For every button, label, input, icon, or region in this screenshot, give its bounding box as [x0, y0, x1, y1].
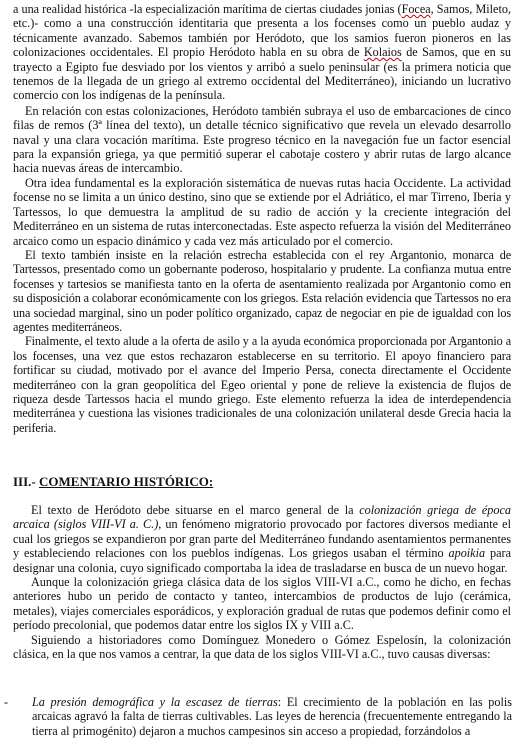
paragraph-3: Otra idea fundamental es la exploración sistemática de nuevas rutas hacia Occidente. La actividad focense no se limita a un único destino, sino que se extiende por el Adriático, el mar Tirreno, Iberia y Tartessos, lo que demuestra la amplitud de su radio de acción y la creciente integración del Mediterráneo en un sistema de rutas interconectadas. Este aspecto refuerza la visión del Mediterráneo arcaico como un espacio dinámico y cada vez más articulado por el comercio.	[13, 175, 511, 248]
term-apoikia: apoikia	[448, 546, 486, 561]
text-block-analysis	[13, 2, 511, 435]
paragraph-5: Finalmente, el texto alude a la oferta de asilo y a la ayuda económica proporcionada por Argantonio a los focenses, una vez que estos rechazaron establecerse en su territorio. El apoyo financiero para fortificar su ciudad, motivado por el avance del Imperio Persa, conecta directamente el Occidente mediterráneo con la gran geopolítica del Egeo oriental y pone de relieve la existencia de flujos de riqueza desde Tartessos hacia el mundo griego. Este elemento refuerza la idea de interdependencia mediterránea y cuestiona las visiones tradicionales de una colonización unilateral desde Grecia hacia la periferia.	[13, 334, 511, 435]
paragraph-2: En relación con estas colonizaciones, Heródoto también subraya el uso de embarcaciones de cinco filas de remos (3ª línea del texto), un detalle técnico significativo que revela un elevado desarrollo naval y una clara vocación marítima. Este progreso técnico en la navegación fue un factor esencial para la expansión griega, ya que permitió superar el cabotaje costero y abrir rutas de largo alcance hacia nuevas áreas de intercambio.	[13, 103, 511, 176]
paragraph-1-a: a una realidad histórica -la especialización marítima de ciertas ciudades jonias (	[13, 2, 402, 16]
commentary-paragraph-2: Aunque la colonización griega clásica data de los siglos VIII-VI a.C., como he dicho, en fechas anteriores hubo un perido de contacto y tanteo, intercambios de productos de lujo (cerámica, metales), viajes comerciales esporádicos, y exploración gradual de rutas que podemos definir como el período precolonial, que podemos datar entre los siglos IX y VIII a.C.	[13, 575, 511, 633]
commentary-paragraph-3: Siguiendo a historiadores como Domínguez Monedero o Gómez Espelosín, la colonización clásica, en la que nos vamos a centrar, la que data de los siglos VIII-VI a.C., tuvo causas diversas:	[13, 632, 511, 662]
misspelled-focea: Focea	[401, 2, 431, 16]
section-number: III.-	[13, 474, 36, 489]
bullet-body: : El crecimiento de la población en las polis arcaicas agravó la falta de tierras cultivables. Las leyes de herencia (frecuentemente entregando la tierra al primogénito) dejaron a muchos campesinos sin acceso a propiedad, forzándolos a	[32, 695, 512, 738]
section-heading	[13, 474, 213, 490]
bullet-text	[32, 695, 512, 738]
commentary-paragraph-1	[13, 503, 511, 575]
paragraph-1-b: , Samos, Mileto, etc.)- como a una construcción identitaria que presenta a los focenses como un pueblo audaz y técnicamente avanzado. Sabemos también por Heródoto, que los samios fueron pioneros en las colonizaciones occidentales. El propio Heródoto habla en su obra de	[13, 2, 511, 60]
bullet-emphasis: La presión demográfica y la escasez de tierras	[32, 695, 278, 709]
section-title: COMENTARIO HISTÓRICO:	[39, 474, 214, 489]
paragraph-1-c: de Samos, que en su trayecto a Egipto fue desviado por los vientos y arribó a suelo peninsular (es la primera noticia que tenemos de la llegada de un griego al extremo occidental del Mediterráneo), iniciando un lucrativo comercio con los indígenas de la península.	[13, 45, 511, 103]
commentary-paragraph-1-a: El texto de Heródoto debe situarse en el marco general de la	[31, 503, 360, 517]
commentary-paragraph-1-c: para designar una colonia, cuyo significado comportaba la idea de trasladarse en busca de un nuevo hogar.	[13, 546, 511, 575]
commentary-emphasis: colonización griega de época arcaica (siglos VIII-VI a. C.)	[13, 503, 511, 532]
commentary-paragraph-1-b: , un fenómeno migratorio provocado por factores diversos mediante el cual los griegos se expandieron por gran parte del Mediterráneo fundando asentamientos permanentes y estableciendo relaciones con los pueblos indígenas. Los griegos usaban el término	[13, 517, 511, 561]
text-block-commentary	[13, 503, 511, 661]
paragraph-1	[13, 2, 511, 103]
paragraph-4: El texto también insiste en la relación estrecha establecida con el rey Argantonio, monarca de Tartessos, presentado como un gobernante poderoso, hospitalario y prudente. La confianza mutua entre focenses y tartesios se manifiesta tanto en la oferta de asentamiento realizada por Argantonio como en su disposición a colaborar económicamente con los griegos. Esta relación evidencia que Tartessos no era una sociedad marginal, sino un poder político organizado, capaz de negociar en pie de igualdad con los agentes mediterráneos.	[13, 247, 511, 334]
bullet-marker: -	[4, 695, 9, 709]
misspelled-kolaios: Kolaios	[363, 45, 402, 60]
